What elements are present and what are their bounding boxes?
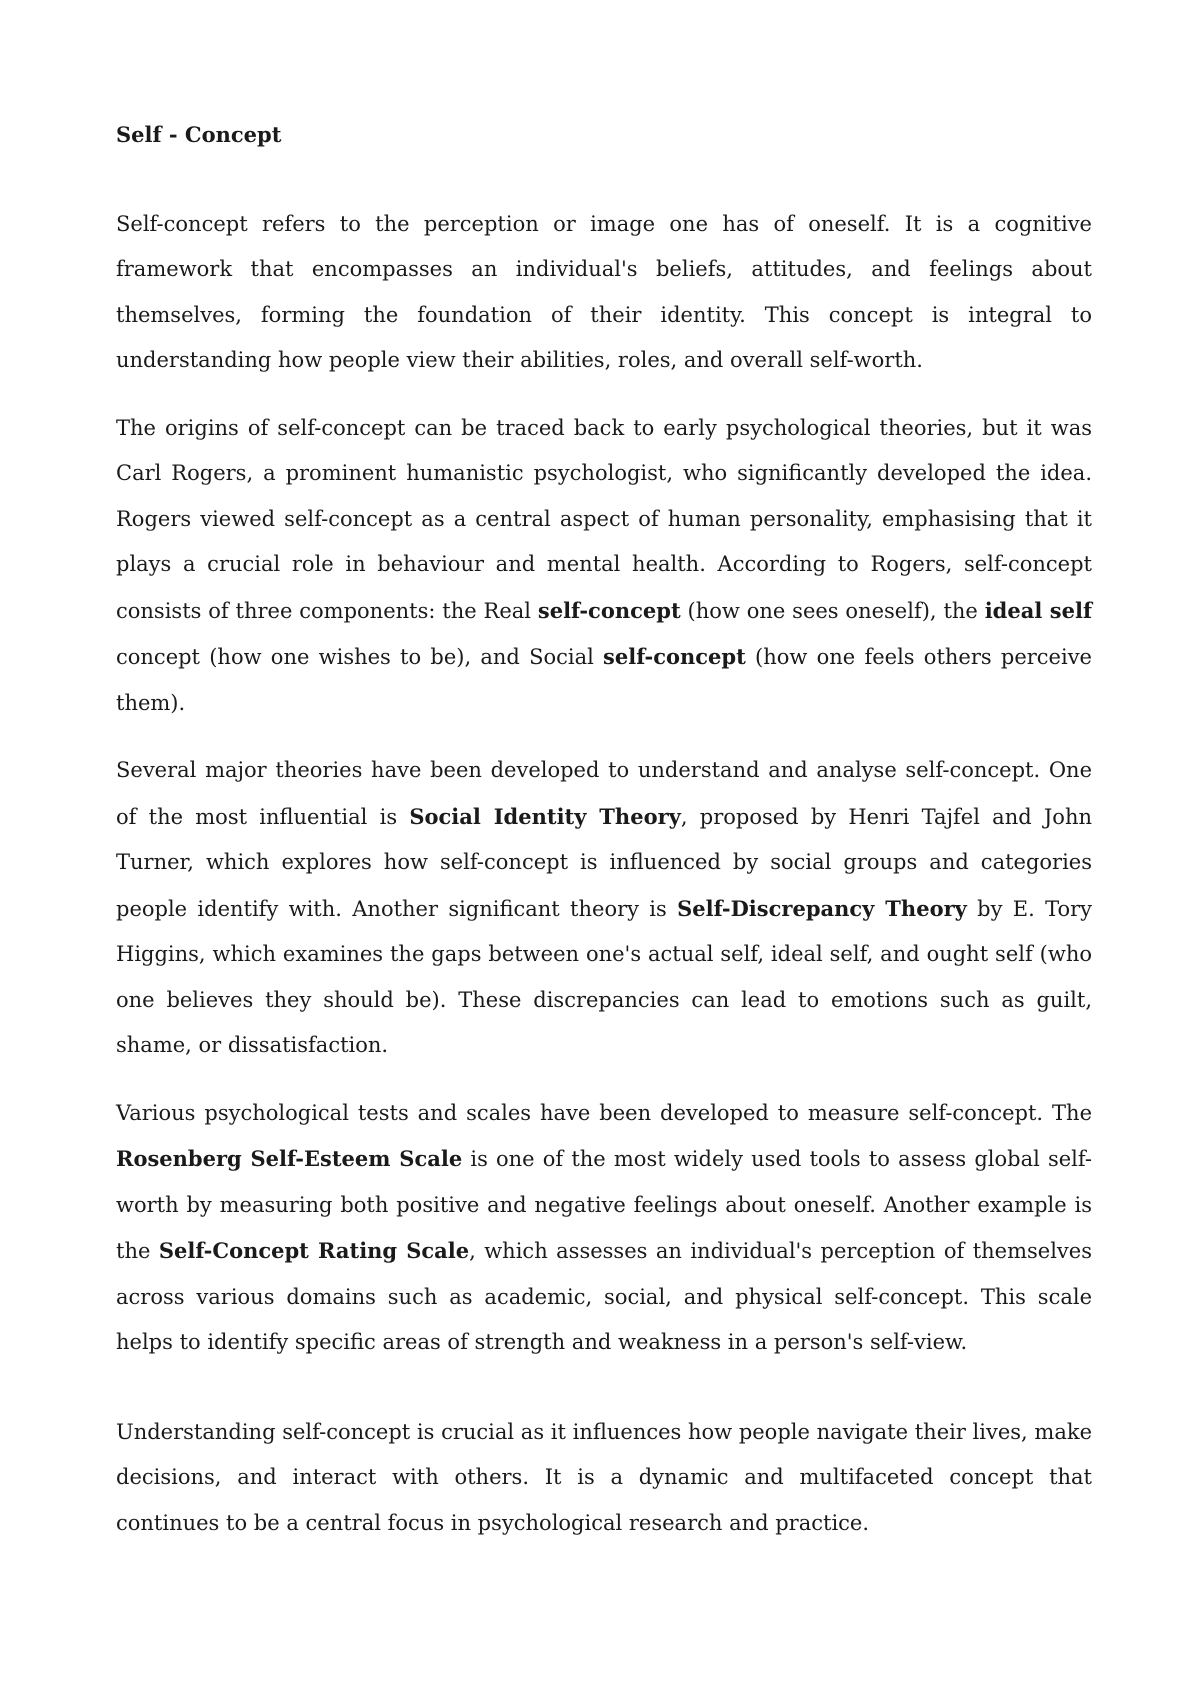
text-run: Various psychological tests and scales have been developed to measure self-concept. The	[116, 1100, 1092, 1125]
text-run: , which assesses an individual's perception of themselves across various domains such as academic, social, and physical self-concept. This scale helps to identify specific areas of strength and weakness in a person's self-view.	[116, 1239, 1092, 1354]
bold-term-social-self-concept: self-concept	[603, 644, 746, 669]
bold-term-ideal-self: ideal self	[984, 597, 1092, 623]
text-run: Several major theories have been developed to understand and analyse self-concept. One of the most influential is	[116, 758, 1092, 829]
text-run: is one of the most widely used tools to assess global self-worth by measuring both positive and negative feelings about oneself. Another example is the	[116, 1147, 1093, 1263]
bold-term-rosenberg-scale: Rosenberg Self-Esteem Scale	[116, 1146, 463, 1171]
spacer	[116, 726, 1092, 748]
paragraph-measurement	[116, 1091, 1092, 1366]
bold-term-real-self-concept: self-concept	[537, 597, 681, 623]
text-run: by E. Tory Higgins, which examines the gaps between one's actual self, ideal self, and ought self (who one believes they should be). These discrepancies can lead to emotions such as guilt, shame, or dissatisfaction.	[116, 896, 1092, 1057]
bold-term-self-discrepancy-theory: Self-Discrepancy Theory	[677, 895, 967, 921]
text-run: concept (how one wishes to be), and Social	[116, 645, 604, 669]
paragraph-definition: Self-concept refers to the perception or image one has of oneself. It is a cognitive framework that encompasses an individual's beliefs, attitudes, and feelings about themselves, forming the foundation of their identity. This concept is integral to understanding how people view their abilities, roles, and overall self-worth.	[116, 211, 1092, 372]
spacer	[116, 1366, 1092, 1410]
text-run: , proposed by Henri Tajfel and John Turner, which explores how self-concept is influenced by social groups and categories people identify with. Another significant theory is	[116, 804, 1092, 921]
spacer	[116, 1069, 1092, 1091]
bold-term-self-concept-rating-scale: Self-Concept Rating Scale	[158, 1238, 470, 1263]
document-title: Self - Concept	[116, 122, 282, 147]
spacer	[116, 158, 1092, 202]
paragraph-theories	[116, 748, 1092, 1069]
text-run: The origins of self-concept can be traced back to early psychological theories, but it was Carl Rogers, a prominent humanistic psychologist, who significantly developed the idea. Rogers viewed self-concept as a central aspect of human personality, emphasising that it plays a crucial role in behaviour and mental health. According to Rogers, self-concept consists of three components: the Real	[116, 415, 1092, 623]
document-body	[116, 112, 1092, 1546]
paragraph-origins	[116, 406, 1092, 727]
paragraph-conclusion: Understanding self-concept is crucial as it influences how people navigate their lives, make decisions, and interact with others. It is a dynamic and multifaceted concept that continues to be a central focus in psychological research and practice.	[116, 1419, 1092, 1535]
text-run: (how one feels others perceive them).	[116, 645, 1092, 715]
spacer	[116, 384, 1092, 406]
bold-term-social-identity-theory: Social Identity Theory	[409, 803, 681, 829]
text-run: (how one sees oneself), the	[680, 598, 985, 623]
